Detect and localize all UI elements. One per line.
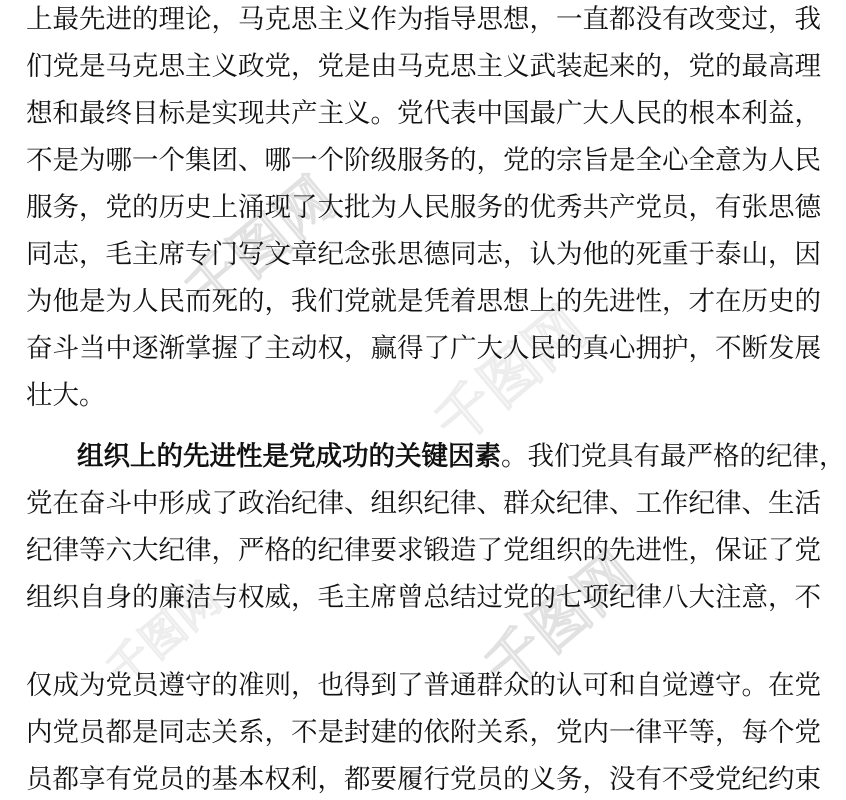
paragraph-1-line: 不是为哪一个集团、哪一个阶级服务的，党的宗旨是全心全意为人民	[26, 145, 821, 176]
paragraph-1-line: 想和最终目标是实现共产主义。党代表中国最广大人民的根本利益，	[26, 98, 821, 129]
section-heading: 组织上的先进性是党成功的关键因素	[77, 441, 501, 472]
paragraph-3-line: 员都享有党员的基本权利，都要履行党员的义务，没有不受党纪约束	[26, 764, 821, 795]
watermark: 千图网	[421, 293, 599, 458]
paragraph-1-line: 奋斗当中逐渐掌握了主动权，赢得了广大人民的真心拥护，不断发展	[26, 333, 821, 364]
paragraph-1-line: 为他是为人民而死的，我们党就是凭着思想上的先进性，才在历史的	[26, 286, 821, 317]
watermark: 千图网	[96, 573, 231, 698]
paragraph-2-first-line	[77, 437, 846, 477]
watermark: 千图网	[471, 538, 649, 703]
paragraph-2-line: 纪律等六大纪律，严格的纪律要求锻造了党组织的先进性，保证了党	[26, 535, 821, 566]
paragraph-2-line: 组织自身的廉洁与权威，毛主席曾总结过党的七项纪律八大注意，不	[26, 582, 821, 613]
paragraph-2-first-line-text: 。我们党具有最严格的纪律，	[501, 441, 846, 472]
paragraph-1-line: 上最先进的理论，马克思主义作为指导思想，一直都没有改变过，我	[26, 4, 821, 35]
paragraph-2-line: 党在奋斗中形成了政治纪律、组织纪律、群众纪律、工作纪律、生活	[26, 488, 821, 519]
paragraph-1-line: 同志，毛主席专门写文章纪念张思德同志，认为他的死重于泰山，因	[26, 239, 821, 270]
paragraph-1-line: 们党是马克思主义政党，党是由马克思主义武装起来的，党的最高理	[26, 51, 821, 82]
paragraph-3-line: 内党员都是同志关系，不是封建的依附关系，党内一律平等，每个党	[26, 717, 821, 748]
watermark: 千图网	[171, 163, 349, 328]
paragraph-3-line: 仅成为党员遵守的准则，也得到了普通群众的认可和自觉遵守。在党	[26, 670, 821, 701]
paragraph-1-line: 服务，党的历史上涌现了大批为人民服务的优秀共产党员，有张思德	[26, 192, 821, 223]
paragraph-1-line: 壮大。	[26, 380, 106, 411]
